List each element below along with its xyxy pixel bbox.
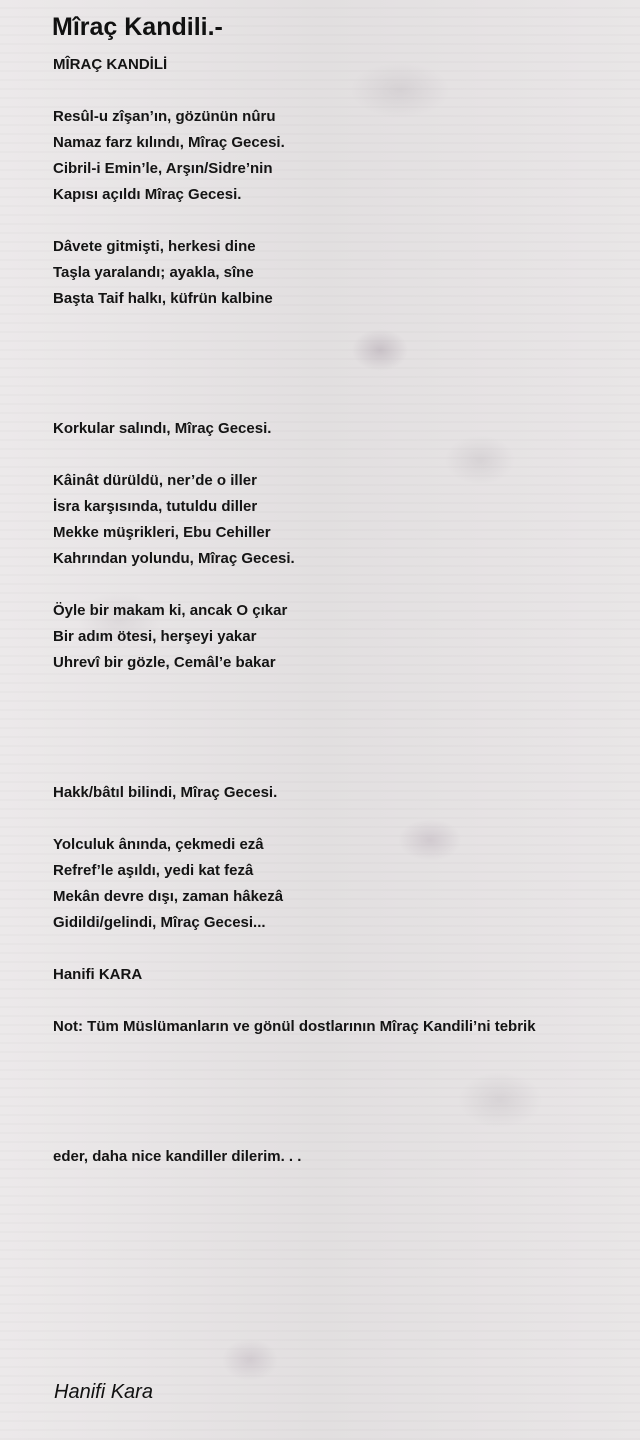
poem-body: MÎRAÇ KANDİLİ Resûl-u zîşan’ın, gözünün nûru Namaz farz kılındı, Mîraç Gecesi. Cibril-i Emin’le, Arşın/Sidre’nin Kapısı açıldı Mîraç Gecesi. Dâvete gitmişti, herkesi dine Taşla yaralandı; ayakla, sîne Başta Taif halkı, küfrün kalbine Korkular salındı, Mîraç Gecesi. Kâinât dürüldü, ner’de o iller İsra karşısında, tutuldu diller Mekke müşrikleri, Ebu Cehiller Kahrından yolundu, Mîraç Gecesi. Öyle bir makam ki, ancak O çıkar Bir adım ötesi, herşeyi yakar Uhrevî bir gözle, Cemâl’e bakar Hakk/bâtıl bilindi, Mîraç Gecesi. Yolculuk ânında, çekmedi ezâ Refref’le aşıldı, yedi kat fezâ Mekân devre dışı, zaman hâkezâ Gidildi/gelindi, Mîraç Gecesi... Hanifi KARA Not: Tüm Müslümanların ve gönül dostlarının Mîraç Kandili’ni tebrik eder, daha nice kandiller dilerim. . . [53, 56, 536, 1165]
author-name: Hanifi Kara [54, 1381, 153, 1403]
poem-title: Mîraç Kandili.- [52, 13, 223, 41]
